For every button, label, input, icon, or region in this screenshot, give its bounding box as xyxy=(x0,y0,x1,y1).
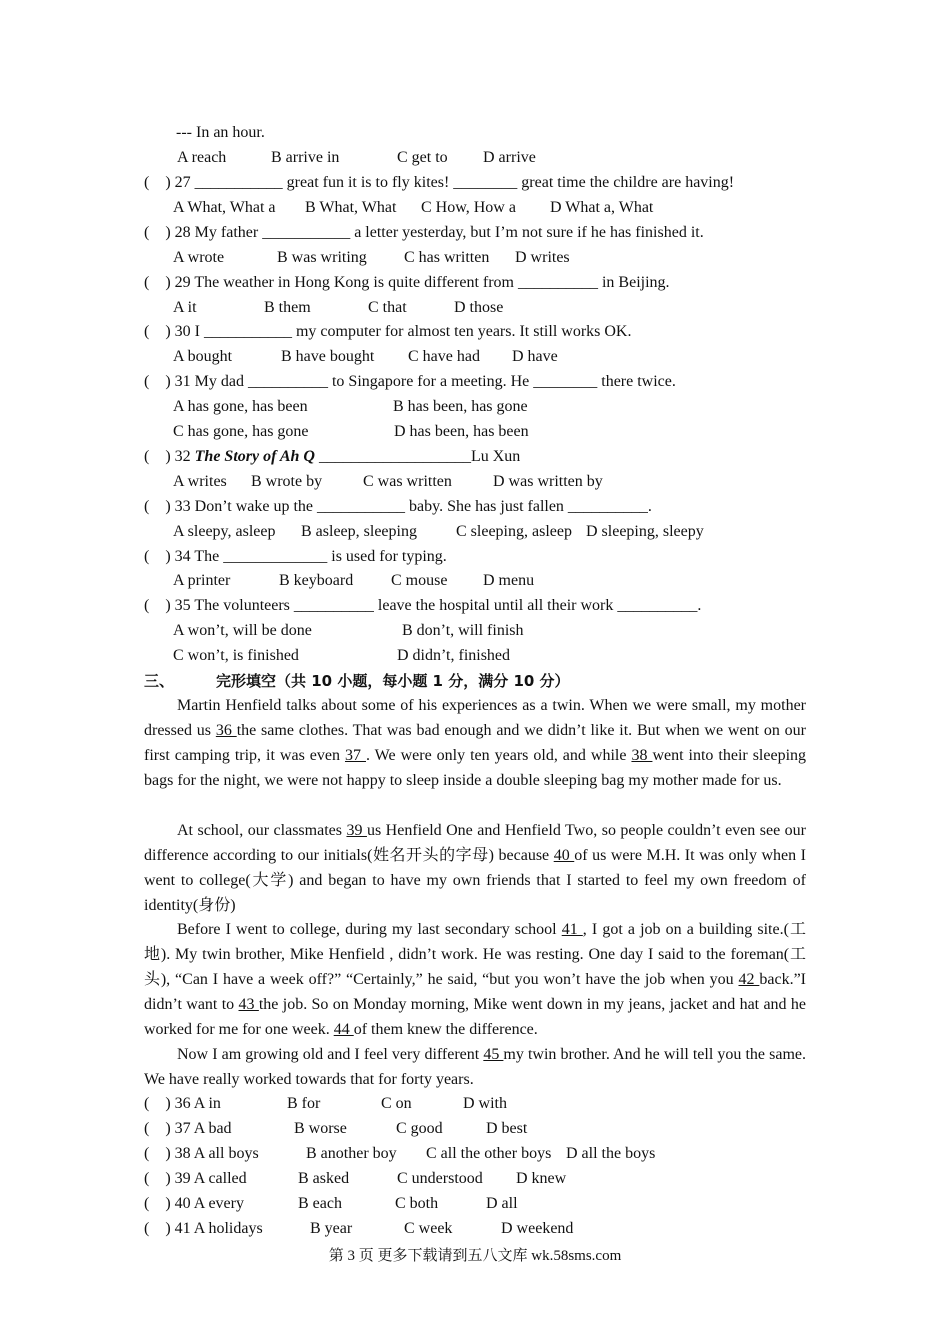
option-c: C week xyxy=(404,1220,453,1237)
option-d: D best xyxy=(486,1120,528,1137)
cloze-question-36: ( ) 36 A in xyxy=(144,1095,221,1112)
page-footer: 第 3 页 更多下载请到五八文库 wk.58sms.com xyxy=(328,1248,622,1264)
option-c: C get to xyxy=(397,149,448,166)
option-c: C that xyxy=(368,299,407,316)
blank-36: 36 xyxy=(215,722,237,739)
option-a: A bought xyxy=(173,348,233,365)
option-d: D menu xyxy=(483,572,535,589)
option-a: A wrote xyxy=(173,249,225,266)
option-b: B for xyxy=(287,1095,321,1112)
question-32-number: ( ) 32 xyxy=(144,448,195,465)
question-32 xyxy=(144,447,520,467)
option-d: D sleeping, sleepy xyxy=(586,523,704,540)
option-d: D What a, What xyxy=(550,199,654,216)
option-d: D weekend xyxy=(501,1220,574,1237)
option-c: C have had xyxy=(408,348,480,365)
blank-44: 44 xyxy=(333,1021,354,1038)
option-d: D all the boys xyxy=(566,1145,656,1162)
option-c: C was written xyxy=(363,473,452,490)
option-d: D with xyxy=(463,1095,507,1112)
cloze-question-39: ( ) 39 A called xyxy=(144,1170,247,1187)
option-b: B have bought xyxy=(281,348,375,365)
option-b: B another boy xyxy=(306,1145,397,1162)
option-b: B year xyxy=(310,1220,353,1237)
blank-40: 40 xyxy=(553,847,575,864)
cloze-question-38: ( ) 38 A all boys xyxy=(144,1145,259,1162)
question-34: ( ) 34 The _____________ is used for typing. xyxy=(144,548,447,565)
book-title: The Story of Ah Q xyxy=(194,448,315,465)
question-33: ( ) 33 Don’t wake up the ___________ baby. She has just fallen __________. xyxy=(144,498,652,515)
option-c: C sleeping, asleep xyxy=(456,523,572,540)
option-c: C good xyxy=(396,1120,443,1137)
option-b: B don’t, will finish xyxy=(402,622,524,639)
passage-paragraph-4: Now I am growing old and I feel very different 45 my twin brother. And he will tell you the same. We have really worked towards that for forty years. xyxy=(144,1046,806,1088)
option-b: B each xyxy=(298,1195,342,1212)
section-number: 三、 xyxy=(144,672,175,690)
blank-38: 38 xyxy=(631,747,653,764)
option-a: A sleepy, asleep xyxy=(173,523,276,540)
option-b: B asked xyxy=(298,1170,350,1187)
option-a: A won’t, will be done xyxy=(173,622,312,639)
blank-37: 37 xyxy=(344,747,366,764)
option-b: B arrive in xyxy=(271,149,340,166)
option-a: A has gone, has been xyxy=(173,398,308,415)
question-27: ( ) 27 ___________ great fun it is to fly kites! ________ great time the childre are having! xyxy=(144,174,735,191)
option-b: B asleep, sleeping xyxy=(301,523,417,540)
blank-45: 45 xyxy=(483,1046,504,1063)
option-d: D was written by xyxy=(493,473,603,490)
option-c: C won’t, is finished xyxy=(173,647,299,664)
section-heading xyxy=(144,671,570,691)
option-c: C mouse xyxy=(391,572,448,589)
question-31: ( ) 31 My dad __________ to Singapore for a meeting. He ________ there twice. xyxy=(144,373,676,390)
section-title: 完形填空（共 10 小题，每小题 1 分，满分 10 分） xyxy=(216,672,570,690)
option-b: B worse xyxy=(294,1120,347,1137)
option-d: D knew xyxy=(516,1170,567,1187)
option-d: D has been, has been xyxy=(394,423,529,440)
option-a: A What, What a xyxy=(173,199,276,216)
option-b: B wrote by xyxy=(251,473,323,490)
option-c: C understood xyxy=(397,1170,483,1187)
option-c: C both xyxy=(395,1195,439,1212)
option-a: A it xyxy=(173,299,197,316)
question-35: ( ) 35 The volunteers __________ leave the hospital until all their work __________. xyxy=(144,597,702,614)
passage-paragraph-1: Martin Henfield talks about some of his experiences as a twin. When we were small, my mother dressed us 36 the same clothes. That was bad enough and we didn’t like it. But when we went on our first camping trip, it was even 37 . We were only ten years old, and while 38 went into their sleeping bags for the night, we were not happy to sleep inside a double sleeping bag my mother made for us. xyxy=(144,697,807,789)
blank-39: 39 xyxy=(346,822,367,839)
option-b: B has been, has gone xyxy=(393,398,528,415)
passage-paragraph-3: Before I went to college, during my last secondary school 41 , I got a job on a building site.(工地). My twin brother, Mike Henfield , didn’t work. He was resting. One day I said to the foreman(工头), “Can I have a week off?” “Certainly,” he said, “but you won’t have the job when you 42 back.”I didn’t want to 43 the job. So on Monday morning, Mike went down in my jeans, jacket and hat and he worked for me for one week. 44 of them knew the difference. xyxy=(144,921,807,1038)
option-b: B keyboard xyxy=(279,572,354,589)
cloze-question-37: ( ) 37 A bad xyxy=(144,1120,232,1137)
option-b: B them xyxy=(264,299,311,316)
option-a: A writes xyxy=(173,473,227,490)
cloze-question-40: ( ) 40 A every xyxy=(144,1195,244,1212)
option-b: B was writing xyxy=(277,249,367,266)
option-d: D those xyxy=(454,299,504,316)
option-c: C How, How a xyxy=(421,199,516,216)
answer-line: --- In an hour. xyxy=(176,124,265,141)
option-c: C has gone, has gone xyxy=(173,423,309,440)
option-c: C has written xyxy=(404,249,490,266)
question-29: ( ) 29 The weather in Hong Kong is quite different from __________ in Beijing. xyxy=(144,274,670,291)
option-d: D all xyxy=(486,1195,518,1212)
option-b: B What, What xyxy=(305,199,397,216)
question-30: ( ) 30 I ___________ my computer for almost ten years. It still works OK. xyxy=(144,323,632,340)
option-c: C all the other boys xyxy=(426,1145,552,1162)
question-32-blank: ___________________Lu Xun xyxy=(314,448,521,465)
option-d: D arrive xyxy=(483,149,536,166)
cloze-question-41: ( ) 41 A holidays xyxy=(144,1220,263,1237)
option-c: C on xyxy=(381,1095,412,1112)
option-a: A printer xyxy=(173,572,231,589)
blank-43: 43 xyxy=(238,996,259,1013)
option-a: A reach xyxy=(177,149,227,166)
blank-42: 42 xyxy=(738,971,760,988)
blank-41: 41 xyxy=(561,921,583,938)
option-d: D have xyxy=(512,348,558,365)
option-d: D didn’t, finished xyxy=(397,647,511,664)
question-28: ( ) 28 My father ___________ a letter yesterday, but I’m not sure if he has finished it. xyxy=(144,224,704,241)
passage-paragraph-2: At school, our classmates 39 us Henfield One and Henfield Two, so people couldn’t even see our difference according to our initials(姓名开头的字母) because 40 of us were M.H. It was only when I went to college(大学) and began to have my own friends that I started to feel my own freedom of identity(身份) xyxy=(144,822,807,914)
option-d: D writes xyxy=(515,249,570,266)
